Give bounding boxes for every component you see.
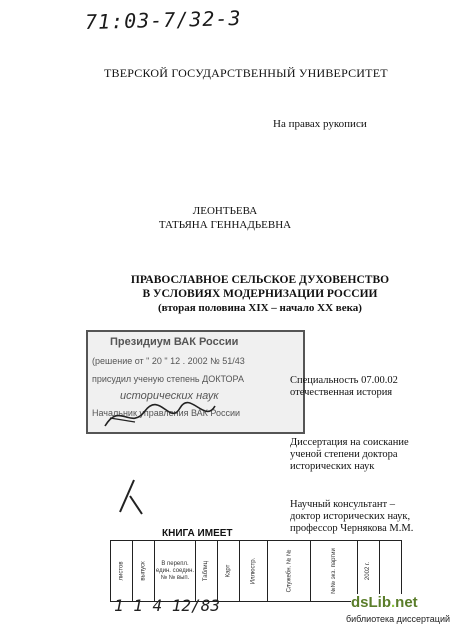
table-header-cell: Карт [218, 541, 240, 602]
signature-icon [100, 396, 220, 436]
consultant-line-2: доктор исторических наук, [290, 511, 411, 522]
table-header-cell: Служебн. № № [267, 541, 311, 602]
stamp-line-5: Начальник управления ВАК России [92, 408, 241, 418]
degree-line-1: Диссертация на соискание [290, 437, 409, 448]
degree-line-2: ученой степени доктора [290, 449, 398, 460]
table-header-cell: Таблиц [196, 541, 218, 602]
handwritten-table-marks: 1 1 4 12/83 [114, 596, 220, 615]
dissertation-title-line3: (вторая половина XIX – начало XX века) [158, 302, 362, 314]
table-header-cell: №№ экз. партии [311, 541, 358, 602]
specialty-code: Специальность 07.00.02 [290, 375, 398, 386]
university-name: ТВЕРСКОЙ ГОСУДАРСТВЕННЫЙ УНИВЕРСИТЕТ [104, 66, 388, 80]
table-header-cell: выпуск [133, 541, 155, 602]
table-header-cell: 2002 г. [358, 541, 380, 602]
degree-line-3: исторических наук [290, 461, 375, 472]
author-surname: ЛЕОНТЬЕВА [192, 205, 258, 217]
dissertation-title-line1: ПРАВОСЛАВНОЕ СЕЛЬСКОЕ ДУХОВЕНСТВО [130, 274, 390, 286]
stamp-line-3: присудил ученую степень ДОКТОРА [92, 374, 244, 384]
stamp-line-4: исторических наук [120, 390, 219, 402]
author-name: ТАТЬЯНА ГЕННАДЬЕВНА [158, 219, 292, 231]
dissertation-title-line2: В УСЛОВИЯХ МОДЕРНИЗАЦИИ РОССИИ [142, 288, 378, 300]
library-table-title: КНИГА ИМЕЕТ [162, 528, 233, 539]
dslib-subtitle: библиотека диссертаций [346, 614, 450, 624]
handwritten-mark-icon [112, 476, 152, 516]
specialty-name: отечественная история [290, 387, 393, 398]
dslib-logo[interactable]: dsLib.net [351, 594, 439, 612]
consultant-line-3: профессор Чернякова М.М. [290, 523, 414, 534]
table-header-cell [380, 541, 402, 602]
consultant-line-1: Научный консультант – [290, 499, 395, 510]
stamp-line-2: (решение от " 20 " 12 . 2002 № 51/43 [92, 356, 245, 366]
table-header-cell: листов [111, 541, 133, 602]
handwritten-catalog-number: 71:03-7/32-3 [84, 5, 242, 35]
table-header-cell: Иллюстр. [240, 541, 268, 602]
stamp-line-1: Президиум ВАК России [110, 336, 239, 348]
manuscript-rights: На правах рукописи [273, 118, 367, 130]
table-header-cell: В перепл. един. соедин. № № вып. [155, 541, 196, 602]
library-table [110, 540, 402, 602]
